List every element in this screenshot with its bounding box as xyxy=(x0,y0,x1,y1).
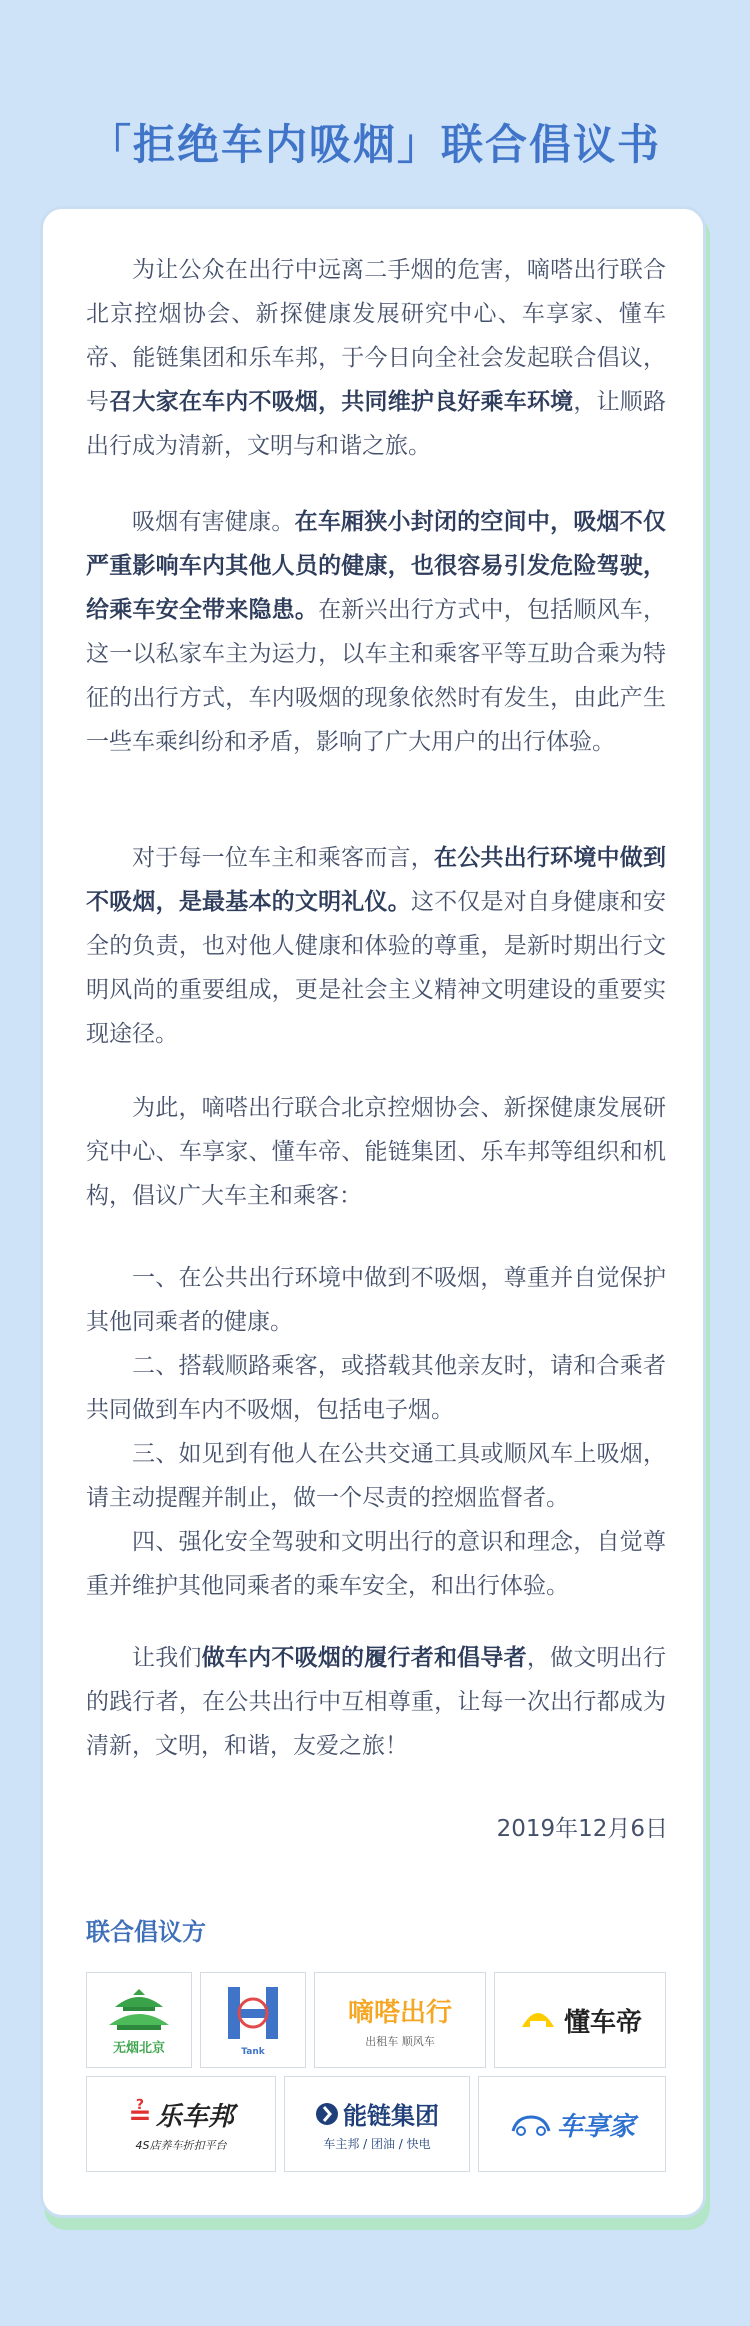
logo-nengl-text: 能链集团 xyxy=(343,2102,439,2130)
proposal-item-2: 二、搭载顺路乘客，或搭载其他亲友时，请和合乘者共同做到车内不吸烟，包括电子烟。 xyxy=(86,1353,666,1423)
logo-lechebang xyxy=(86,2076,276,2172)
logo-dida xyxy=(314,1972,486,2068)
intro-highlight: 召大家在车内不吸烟，共同维护良好乘车环境 xyxy=(109,389,574,415)
paragraph-etiquette xyxy=(86,836,666,1056)
etiquette-text: 对于每一位车主和乘客而言， xyxy=(132,845,434,871)
tank-h-icon xyxy=(218,1983,288,2051)
logo-dongchedi-text: 懂车帝 xyxy=(563,2007,642,2038)
logo-lechebang-text: 乐车邦 xyxy=(155,2101,234,2132)
logo-tank-text: Tank xyxy=(241,2047,265,2057)
closing-text-end: ，做文明出行的践行者，在公共出行中互相尊重，让每一次出行都成为清新，文明，和谐，友爱之旅！ xyxy=(86,1645,667,1759)
proposal-item-3: 三、如见到有他人在公共交通工具或顺风车上吸烟，请主动提醒并制止，做一个尽责的控烟监督者。 xyxy=(86,1441,666,1511)
sponsors-label: 联合倡议方 xyxy=(86,1918,206,1946)
logo-chexiangjia-text: 车享家 xyxy=(556,2111,635,2142)
logo-smokefree-beijing xyxy=(86,1972,192,2068)
paragraph-intro xyxy=(86,248,666,468)
etiquette-highlight: 在公共出行环境中做到不吸烟，是最基本的文明礼仪。 xyxy=(86,845,667,915)
proposal-item-1: 一、在公共出行环境中做到不吸烟，尊重并自觉保护其他同乘者的健康。 xyxy=(86,1265,666,1335)
proposal-item-4: 四、强化安全驾驶和文明出行的意识和理念，自觉尊重并维护其他同乘者的乘车安全，和出行体验。 xyxy=(86,1529,666,1599)
logo-dongchedi xyxy=(494,1972,666,2068)
nengl-icon xyxy=(315,2102,339,2126)
dongchedi-icon xyxy=(518,2005,558,2035)
closing-text: 让我们 xyxy=(132,1645,202,1671)
health-text-end: 在新兴出行方式中，包括顺风车，这一以私家车主为运力，以车主和乘客平等互助合乘为特征的出行方式，车内吸烟的现象依然时有发生，由此产生一些车乘纠纷和矛盾，影响了广大用户的出行体验。 xyxy=(86,597,667,755)
date: 2019年12月6日 xyxy=(496,1816,668,1842)
intro-text-end: ，让顺路出行成为清新，文明与和谐之旅。 xyxy=(86,389,667,459)
nengl-brand xyxy=(315,2096,439,2131)
health-highlight: 在车厢狭小封闭的空间中，吸烟不仅严重影响车内其他人员的健康，也很容易引发危险驾驶，给乘车安全带来隐患。 xyxy=(86,509,667,623)
lechebang-brand xyxy=(128,2096,233,2133)
logo-lechebang-subtitle: 4S店养车折扣平台 xyxy=(135,2138,227,2152)
paragraph-health xyxy=(86,500,666,764)
paragraph-call: 为此，嘀嗒出行联合北京控烟协会、新探健康发展研究中心、车享家、懂车帝、能链集团、乐车邦等组织和机构，倡议广大车主和乘客： xyxy=(86,1095,666,1209)
intro-text: 为让公众在出行中远离二手烟的危害，嘀嗒出行联合北京控烟协会、新探健康发展研究中心、车享家、懂车帝、能链集团和乐车邦，于今日向全社会发起联合倡议，号 xyxy=(86,257,666,415)
logo-smokefree-beijing-text: 无烟北京 xyxy=(112,2040,165,2056)
chexiangjia-car-icon xyxy=(509,2109,553,2139)
logo-dida-subtitle: 出租车 顺风车 xyxy=(365,2034,435,2048)
logo-nengl-subtitle: 车主邦 / 团油 / 快电 xyxy=(323,2137,431,2151)
closing-highlight: 做车内不吸烟的履行者和倡导者 xyxy=(201,1645,527,1671)
logo-dida-text: 嘀嗒出行 xyxy=(347,1997,452,2028)
etiquette-text-end: 这不仅是对自身健康和安全的负责，也对他人健康和体验的尊重，是新时期出行文明风尚的重要组成，更是社会主义精神文明建设的重要实现途径。 xyxy=(86,889,667,1047)
logo-chexiangjia xyxy=(478,2076,666,2172)
logo-nengl xyxy=(284,2076,470,2172)
paragraph-closing xyxy=(86,1636,666,1768)
temple-icon xyxy=(99,1985,179,2037)
health-text: 吸烟有害健康。 xyxy=(132,509,295,535)
logo-tank xyxy=(200,1972,306,2068)
page-title: 「拒绝车内吸烟」联合倡议书 xyxy=(88,120,661,169)
lechebang-mark-icon: ≟ xyxy=(128,2097,152,2131)
